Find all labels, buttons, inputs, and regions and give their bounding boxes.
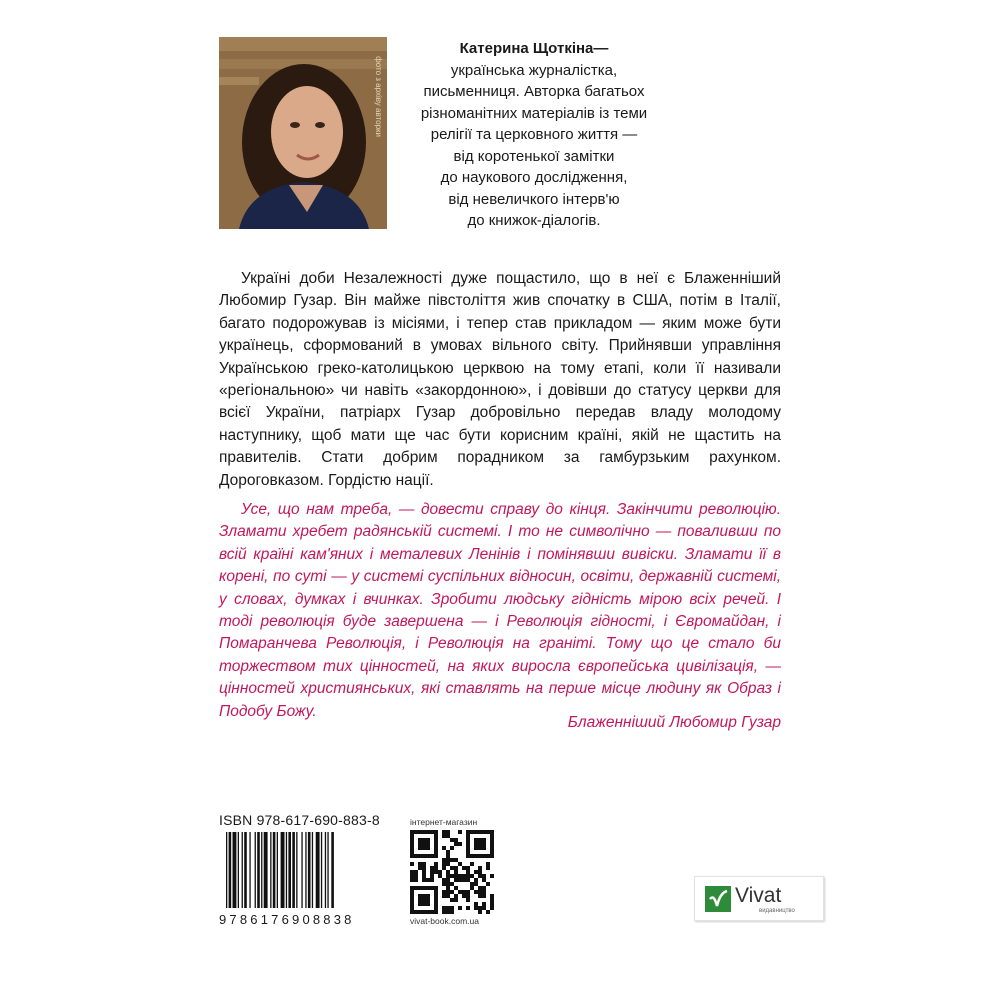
shop-url[interactable]: vivat-book.com.ua — [410, 916, 479, 926]
photo-credit: фото з архіву авторки — [374, 56, 383, 137]
author-bio-line: різноманітних матеріалів із теми — [420, 104, 648, 122]
author-name: Катерина Щоткіна — [459, 40, 594, 57]
qr-code[interactable] — [410, 830, 494, 914]
barcode-graphic — [226, 832, 382, 912]
author-bio-line: письменниця. Авторка багатьох — [423, 83, 645, 100]
author-bio-line: релігії та церковного життя — — [430, 126, 638, 143]
author-bio-line: до наукового дослідження, — [440, 169, 628, 186]
publisher-subtitle: видавництво — [759, 908, 795, 914]
shop-label: інтернет-магазин — [410, 817, 478, 827]
author-photo — [219, 37, 387, 229]
vivat-logo-icon — [705, 886, 731, 912]
author-dash: — — [593, 40, 609, 57]
book-description: Україні доби Незалежності дуже пощастило, що в неї є Блаженніший Любомир Гузар. Він майже півстоліття жив спочатку в США, потім в Італії, багато подорожував із місіями, і тепер став прикладом — яким може бути українець, сформований в умовах вільного світу. Прийнявши управління Українською греко-католицькою церквою на тому етапі, коли її називали «регіональною» чи навіть «закордонною», і довівши до статусу церкви для всієї України, патріарх Гузар добровільно передав владу молодому наступнику, щоб мати ще час бути корисним країні, якій не щастить на правителів. Стати добрим порадником за гамбурзьким рахунком. Дороговказом. Гордістю нації. — [219, 270, 781, 489]
author-bio-line: до книжок-діалогів. — [467, 212, 601, 229]
author-heading — [404, 38, 664, 60]
isbn-number: ISBN 978-617-690-883-8 — [219, 812, 380, 828]
quote-text: Усе, що нам треба, — довести справу до кінця. Закінчити революцію. Зламати хребет радянській системі. І то не символічно — поваливши по всій країні кам'яних і металевих Ленінів і помінявши вивіски. Зламати її в корені, по суті — у системі суспільних відносин, освіти, державній системі, у словах, думках і вчинках. Зробити людську гідність мірою всіх речей. І тоді революція буде завершена — і Революція гідності, і Євромайдан, і Помаранчева Революція, і Революція на граніті. Тому що це стало би торжеством тих цінностей, на яких виросла європейська цивілізація, — цінностей християнських, які ставлять на перше місце людину як Образ і Подобу Божу. — [219, 501, 781, 720]
author-block — [404, 38, 664, 232]
barcode-digits: 9786176908838 — [219, 912, 355, 927]
quote-attribution: Блаженніший Любомир Гузар — [567, 714, 781, 731]
author-bio-line: українська журналістка, — [450, 61, 618, 79]
author-bio-line: від коротенької замітки — [453, 147, 615, 165]
author-bio-line: від невеличкого інтерв'ю — [448, 190, 620, 208]
author-portrait-graphic — [219, 37, 387, 229]
publisher-logo — [694, 876, 824, 921]
publisher-name: Vivat — [735, 884, 782, 907]
